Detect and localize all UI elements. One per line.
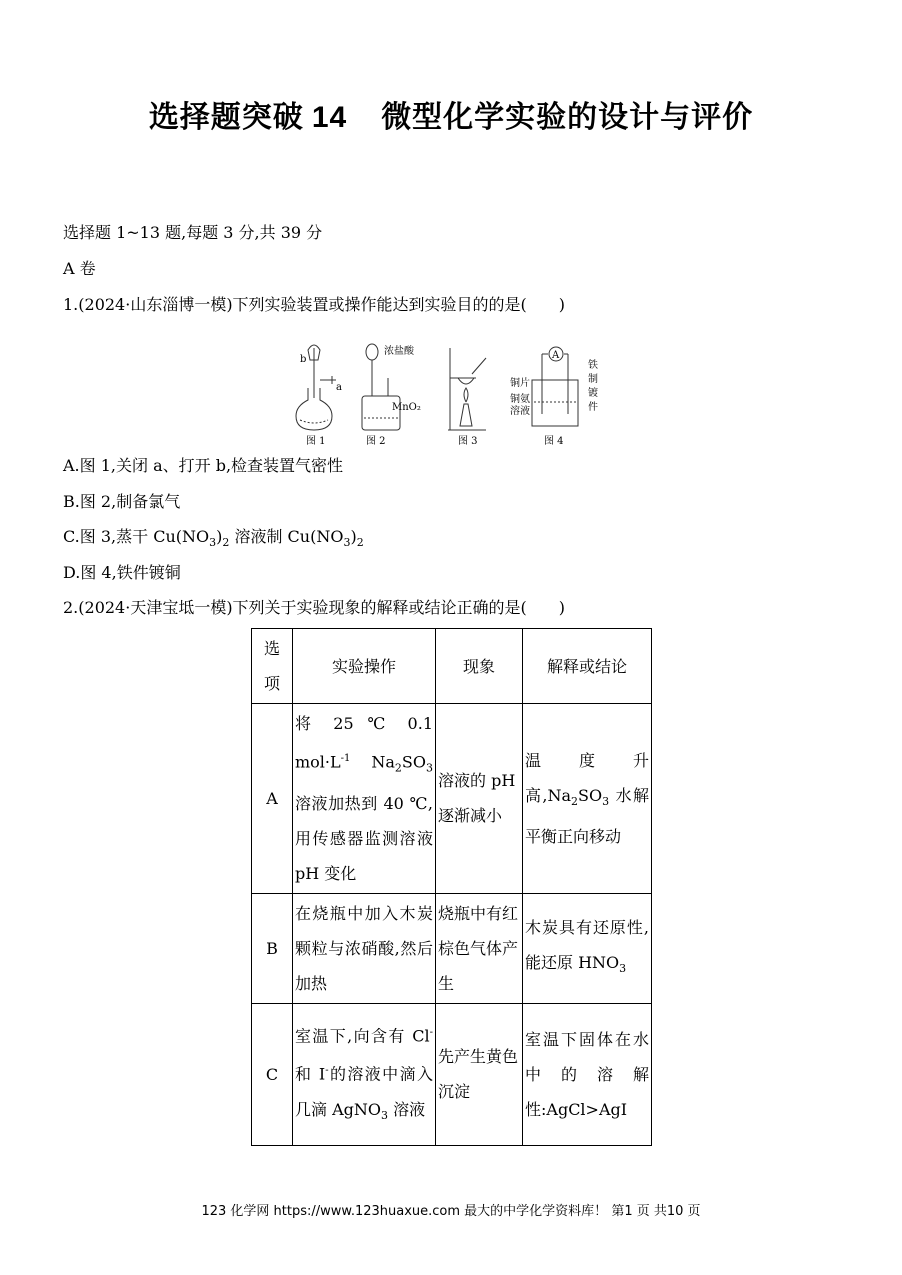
header-conclusion: 解释或结论 bbox=[523, 629, 652, 704]
caption-figure-2: 图 2 bbox=[366, 436, 386, 446]
row-b-operation: 在烧瓶中加入木炭颗粒与浓硝酸,然后加热 bbox=[293, 893, 436, 1003]
figure-2-drawing bbox=[362, 344, 421, 430]
label-ammonia-1: 铜氨 bbox=[510, 394, 530, 405]
q1-option-c: C.图 3,蒸干 $Cu(NO_3)_2$ 溶液制 $Cu(NO_3)_2$ bbox=[63, 527, 364, 550]
label-iron-1: 铁 bbox=[588, 360, 598, 371]
caption-figure-4: 图 4 bbox=[544, 436, 564, 446]
row-a-label: A bbox=[252, 704, 293, 894]
figure-4-drawing bbox=[510, 347, 598, 426]
figure-3-drawing bbox=[448, 348, 486, 430]
label-mno2: MnO₂ bbox=[392, 402, 421, 413]
ammeter-label: A bbox=[552, 350, 560, 361]
label-iron-3: 镀 bbox=[588, 388, 598, 399]
label-copper: 铜片 bbox=[510, 378, 530, 389]
intro-text: 选择题 1~13 题,每题 3 分,共 39 分 bbox=[63, 223, 323, 242]
label-iron-2: 制 bbox=[588, 374, 598, 385]
label-a: a bbox=[336, 382, 342, 393]
table-row-b bbox=[252, 893, 652, 1003]
table-header-row bbox=[252, 629, 652, 704]
q1-option-d: D.图 4,铁件镀铜 bbox=[63, 563, 181, 582]
row-b-conclusion: 木炭具有还原性,能还原 $HNO_3$ bbox=[523, 893, 652, 1003]
question-2-stem: 2.(2024·天津宝坻一模)下列关于实验现象的解释或结论正确的是( ) bbox=[63, 598, 566, 617]
section-label: A 卷 bbox=[63, 259, 96, 278]
q2-table bbox=[251, 628, 652, 1146]
row-b-phenomenon: 烧瓶中有红棕色气体产生 bbox=[436, 893, 523, 1003]
table-row-c bbox=[252, 1003, 652, 1145]
table-row-a bbox=[252, 704, 652, 894]
header-operation: 实验操作 bbox=[293, 629, 436, 704]
label-iron-4: 件 bbox=[588, 402, 598, 413]
caption-figure-1: 图 1 bbox=[306, 436, 326, 446]
header-phenomenon: 现象 bbox=[436, 629, 523, 704]
row-a-operation: 将 25 ℃ 0.1 $mol\cdot L^{-1}$ $Na_2SO_3$ 溶液加热到 40 ℃,用传感器监测溶液 pH 变化 bbox=[293, 704, 436, 894]
row-b-label: B bbox=[252, 893, 293, 1003]
figure-1-drawing bbox=[296, 345, 342, 430]
q1-option-b: B.图 2,制备氯气 bbox=[63, 492, 181, 511]
experiment-figure bbox=[288, 338, 618, 446]
q1-option-a: A.图 1,关闭 a、打开 b,检查装置气密性 bbox=[63, 456, 344, 475]
row-a-conclusion: 温度升高$,Na_2SO_3$ 水解平衡正向移动 bbox=[523, 704, 652, 894]
label-b: b bbox=[300, 354, 307, 365]
header-option: 选 项 bbox=[252, 629, 293, 704]
label-ammonia-2: 溶液 bbox=[510, 406, 530, 417]
page-title: 选择题突破 14 微型化学实验的设计与评价 bbox=[148, 100, 754, 135]
row-a-phenomenon: 溶液的 pH 逐渐减小 bbox=[436, 704, 523, 894]
label-acid: 浓盐酸 bbox=[384, 346, 414, 357]
row-c-operation: 室温下,向含有 Cl-和 I-的溶液中滴入几滴 AgNO$_3$ 溶液 bbox=[293, 1003, 436, 1145]
row-c-phenomenon: 先产生黄色沉淀 bbox=[436, 1003, 523, 1145]
question-1-stem: 1.(2024·山东淄博一模)下列实验装置或操作能达到实验目的的是( ) bbox=[63, 295, 566, 314]
page-footer: 123 化学网 https://www.123huaxue.com 最大的中学化学资料库！ 第1 页 共10 页 bbox=[201, 1204, 701, 1219]
caption-figure-3: 图 3 bbox=[458, 436, 478, 446]
row-c-label: C bbox=[252, 1003, 293, 1145]
row-c-conclusion: 室温下固体在水中的溶解性:AgCl>AgI bbox=[523, 1003, 652, 1145]
